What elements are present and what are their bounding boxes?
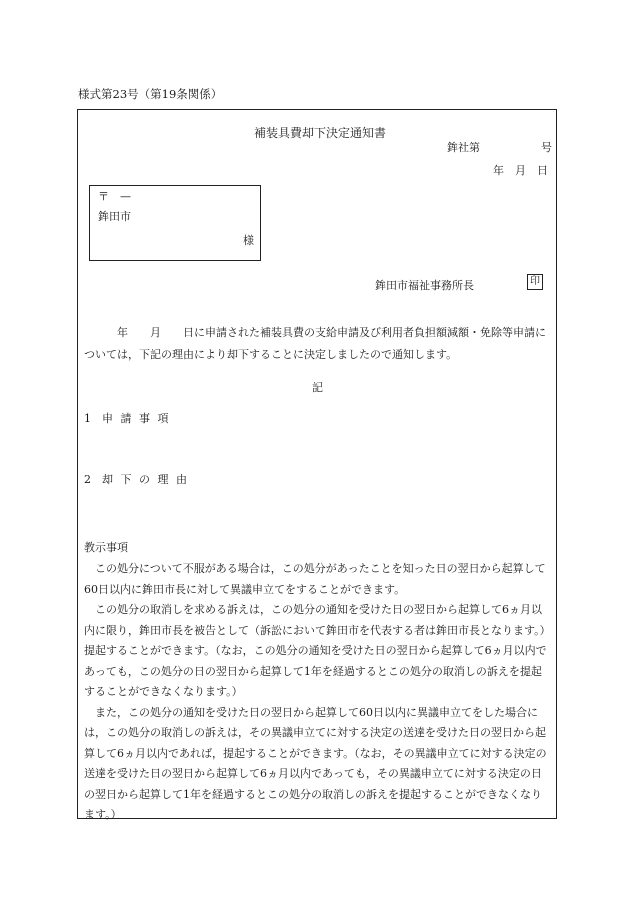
ki-marker: 記 — [312, 381, 323, 394]
recipient-honorific: 様 — [243, 234, 254, 247]
item-application-matters: 1 申 請 事 項 — [84, 412, 169, 425]
document-title: 補装具費却下決定通知書 — [254, 126, 387, 140]
notice-paragraph: また，この処分の通知を受けた日の翌日から起算して60日以内に異議申立てをした場合には，この処分の取消しの訴えは，その異議申立てに対する決定の送達を受けた日の翌日から起算して6ヵ月以内であれば，提起することができます。（なお，その異議申立てに対する決定の送達を受けた日の翌日から起算して6ヵ月以内であっても，その異議申立てに対する決定の日の翌日から起算して1年を経過するとこの処分の取消しの訴えを提起することができなくなります。） — [84, 705, 547, 821]
item-rejection-reason: 2 却 下 の 理 由 — [84, 473, 187, 486]
recipient-address-box — [89, 185, 261, 261]
issuer-name: 鉾田市福祉事務所長 — [375, 279, 474, 292]
postal-code: 〒 — — [98, 190, 131, 203]
issue-date: 年 月 日 — [493, 164, 548, 177]
document-number-suffix: 号 — [541, 141, 552, 154]
form-number-label: 様式第23号（第19条関係） — [78, 87, 223, 101]
seal-box: 印 — [527, 274, 543, 290]
document-number-label: 鉾社第 — [447, 141, 480, 154]
notice-paragraph: この処分について不服がある場合は，この処分があったことを知った日の翌日から起算して60日以内に鉾田市長に対して異議申立てをすることができます。 — [84, 562, 546, 596]
notice-paragraph: この処分の取消しを求める訴えは，この処分の通知を受けた日の翌日から起算して6ヵ月以内に限り，鉾田市長を被告として（訴訟において鉾田市を代表する者は鉾田市長となります。）提起することができます。（なお，この処分の通知を受けた日の翌日から起算して6ヵ月以内であっても，この処分の日の翌日から起算して1年を経過するとこの処分の取消しの訴えを提起することができなくなります。） — [84, 603, 551, 698]
notice-heading: 教示事項 — [84, 541, 128, 554]
recipient-city: 鉾田市 — [98, 210, 131, 223]
notification-body: 年 月 日に申請された補装具費の支給申請及び利用者負担額減額・免除等申請については，下記の理由により却下することに決定しましたので通知します。 — [84, 326, 546, 361]
notice-body — [84, 559, 552, 826]
document-frame — [77, 109, 557, 819]
